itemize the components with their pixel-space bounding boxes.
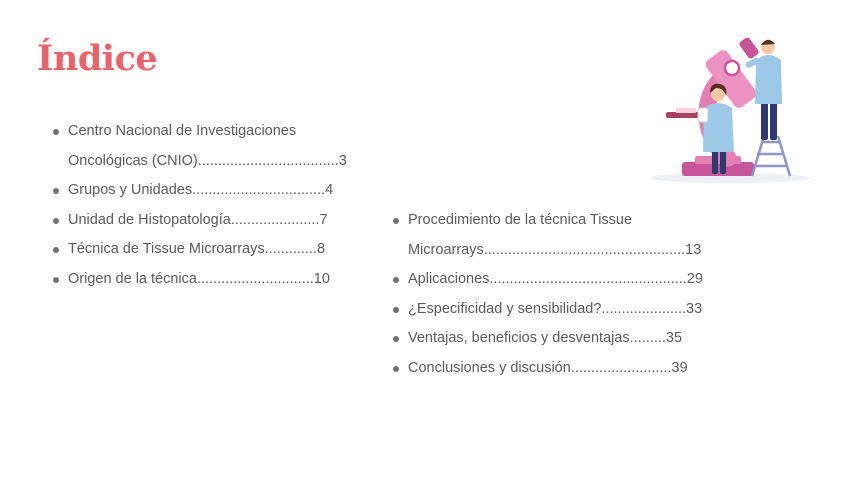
toc-item-text: Aplicaciones.................................................29 [408,271,703,287]
toc-item-especificidad[interactable] [380,295,730,325]
toc-item-tecnica[interactable] [40,235,370,265]
toc-item-ventajas[interactable] [380,324,730,354]
toc-item-grupos[interactable] [40,176,370,206]
toc-list-left [40,117,370,294]
toc-item-text: Oncológicas (CNIO)...................................3 [68,152,347,169]
toc-item-cnio[interactable] [40,117,370,176]
toc-item-text: Grupos y Unidades.................................4 [68,182,334,198]
toc-item-text: Centro Nacional de Investigaciones [68,123,297,139]
toc-item-text: Procedimiento de la técnica Tissue [408,212,633,228]
toc-item-procedimiento[interactable] [380,206,730,265]
toc-item-text: ¿Especificidad y sensibilidad?.....................33 [408,300,703,317]
toc-item-histopatologia[interactable] [40,206,370,236]
scientists-microscope-icon [640,30,815,190]
toc-item-text: Microarrays..................................................13 [408,241,702,258]
toc-item-text: Ventajas, beneficios y desventajas.........35 [408,330,683,346]
toc-item-text: Técnica de Tissue Microarrays.............8 [68,241,326,257]
toc-list-right [380,206,730,383]
toc-item-text: Unidad de Histopatología......................7 [68,211,328,228]
page-title: Índice [37,38,158,79]
toc-item-conclusiones[interactable] [380,354,730,384]
toc-item-text: Origen de la técnica.............................10 [68,270,330,287]
toc-item-origen[interactable] [40,265,370,295]
toc-item-aplicaciones[interactable] [380,265,730,295]
toc-item-text: Conclusiones y discusión.........................39 [408,359,688,376]
